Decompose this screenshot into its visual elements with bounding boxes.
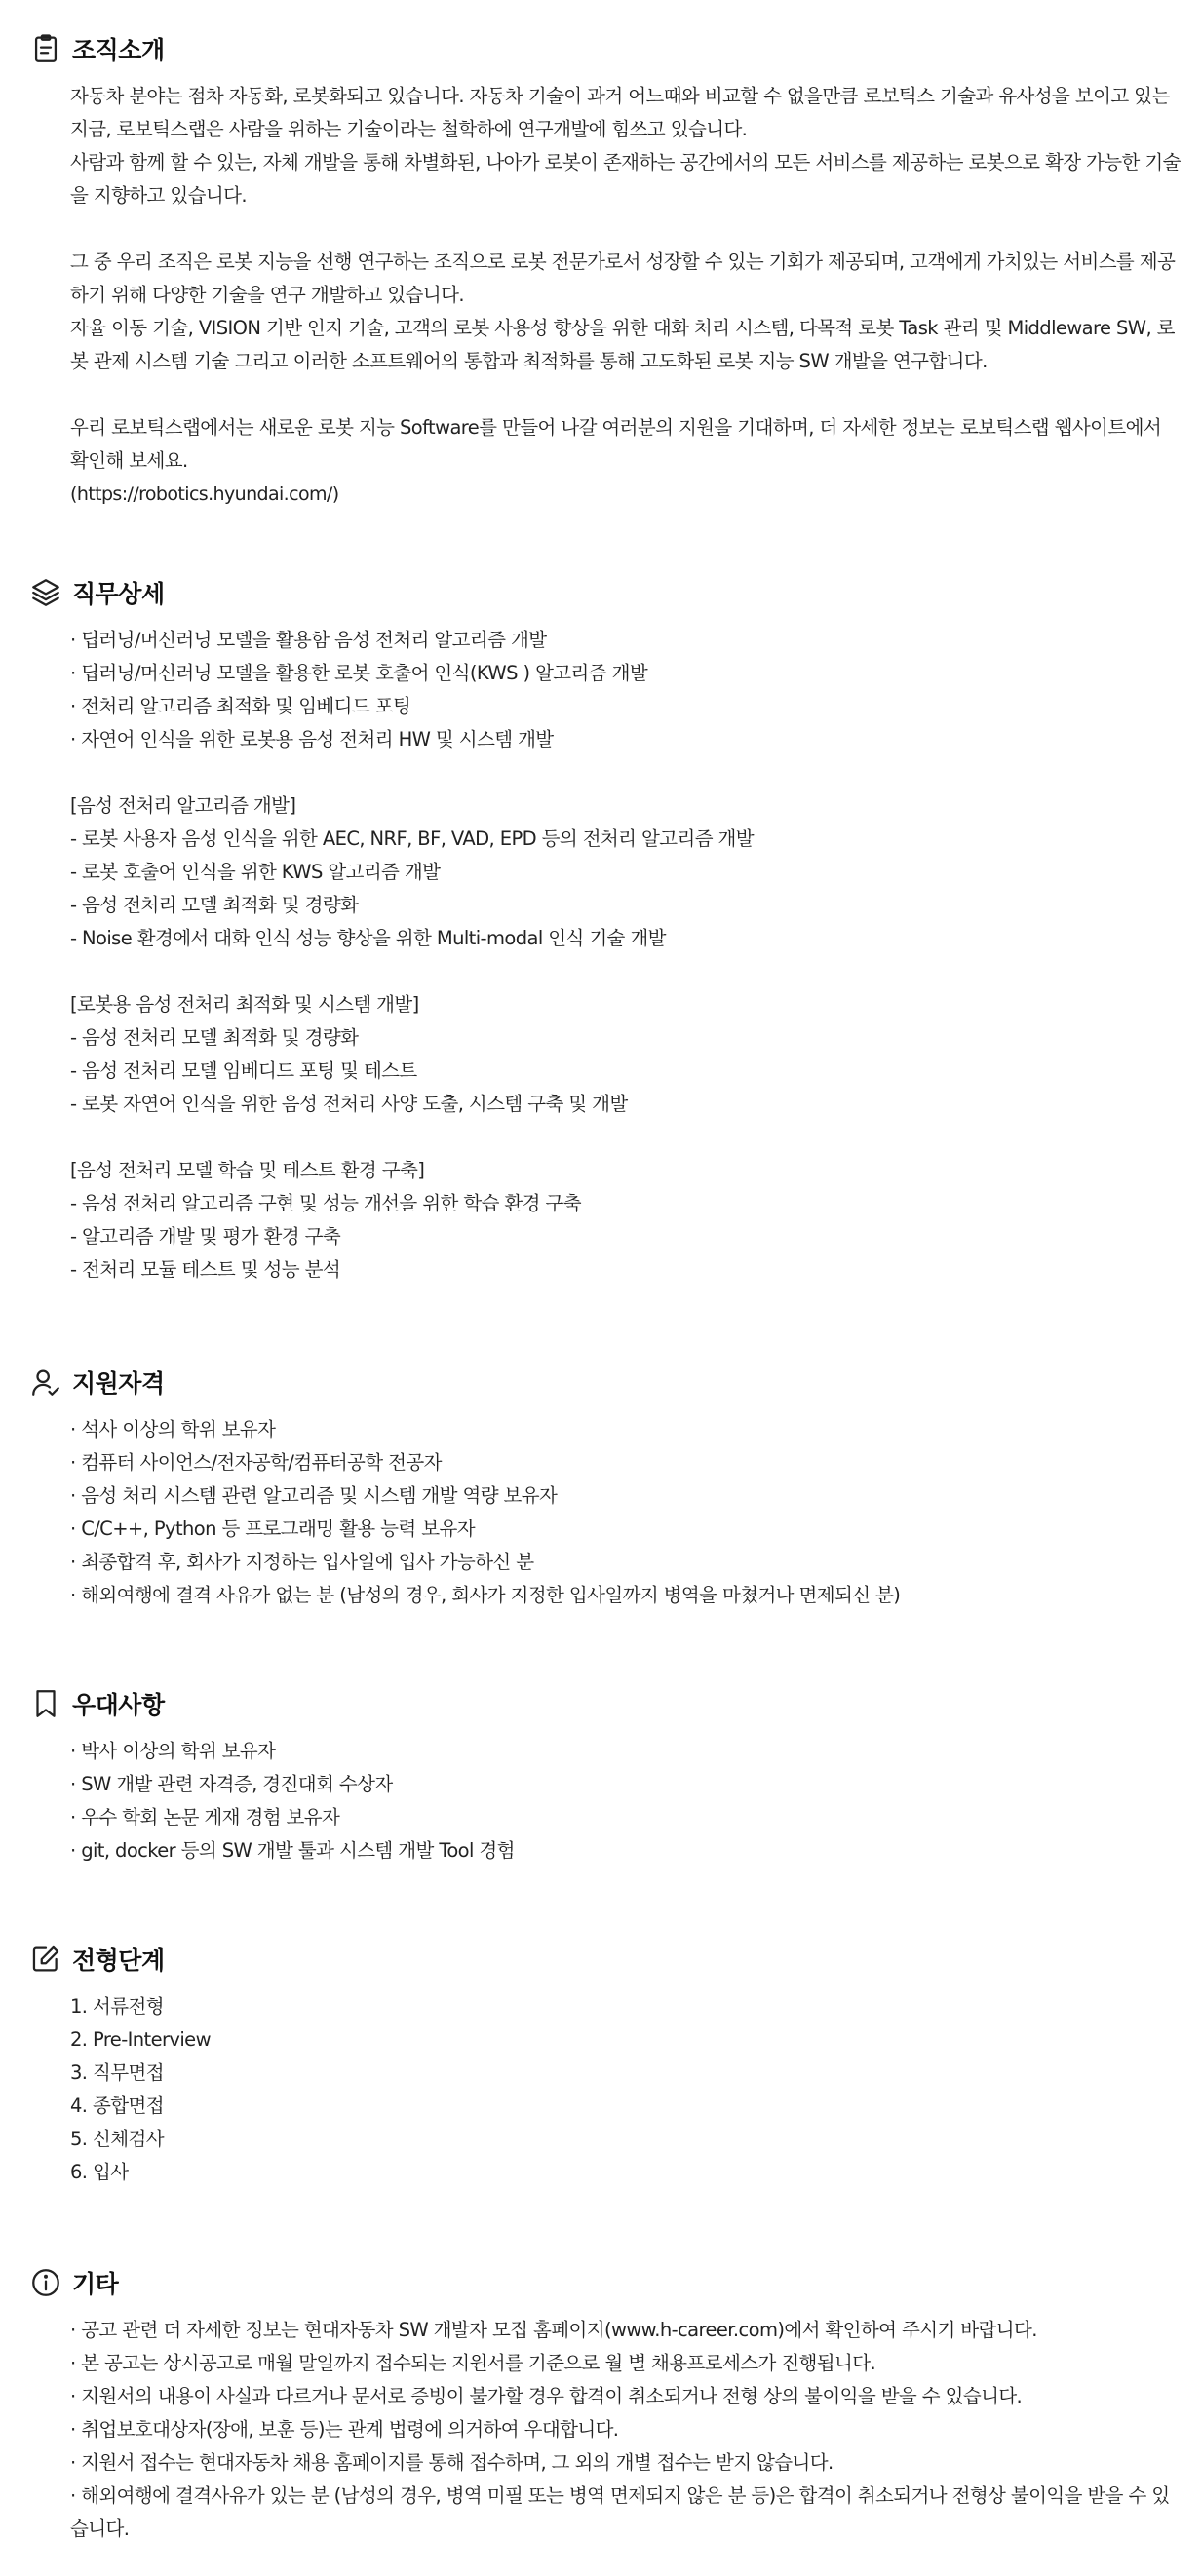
section-preferred bbox=[0, 1684, 1202, 1879]
list-item: · 해외여행에 결격사유가 있는 분 (남성의 경우, 병역 미필 또는 병역 면제되지 않은 분 등)은 합격이 취소되거나 전형상 불이익을 받을 수 있습니다. bbox=[70, 2484, 1170, 2540]
list-item: · 전처리 알고리즘 최적화 및 임베디드 포팅 bbox=[70, 695, 411, 717]
process-step: 4. 종합면접 bbox=[70, 2095, 164, 2117]
section-title: 직무상세 bbox=[72, 580, 165, 608]
section-header bbox=[29, 1684, 165, 1723]
group-heading: [음성 전처리 알고리즘 개발] bbox=[70, 794, 296, 817]
list-item: - 음성 전처리 모델 임베디드 포팅 및 테스트 bbox=[70, 1059, 417, 1082]
edit-icon bbox=[29, 1942, 62, 1976]
list-item: · 음성 처리 시스템 관련 알고리즘 및 시스템 개발 역량 보유자 bbox=[70, 1484, 558, 1507]
section-header bbox=[29, 29, 165, 68]
list-item: · 최종합격 후, 회사가 지정하는 입사일에 입사 가능하신 분 bbox=[70, 1551, 534, 1573]
section-body bbox=[70, 1413, 1182, 1612]
list-item: · 해외여행에 결격 사유가 없는 분 (남성의 경우, 회사가 지정한 입사일까지 병역을 마쳤거나 면제되신 분) bbox=[70, 1584, 901, 1606]
intro-paragraph: 그 중 우리 조직은 로봇 지능을 선행 연구하는 조직으로 로봇 전문가로서 성장할 수 있는 기회가 제공되며, 고객에게 가치있는 서비스를 제공하기 위해 다양한 기술을 연구 개발하고 있습니다. bbox=[70, 250, 1176, 306]
list-item: · 지원서의 내용이 사실과 다르거나 문서로 증빙이 불가할 경우 합격이 취소되거나 전형 상의 불이익을 받을 수 있습니다. bbox=[70, 2385, 1023, 2407]
list-item: - 알고리즘 개발 및 평가 환경 구축 bbox=[70, 1225, 341, 1248]
list-item: - 로봇 사용자 음성 인식을 위한 AEC, NRF, BF, VAD, EPD 등의 전처리 알고리즘 개발 bbox=[70, 827, 755, 850]
list-item: · 자연어 인식을 위한 로봇용 음성 전처리 HW 및 시스템 개발 bbox=[70, 728, 554, 750]
person-icon bbox=[29, 1365, 62, 1399]
process-step: 6. 입사 bbox=[70, 2161, 129, 2183]
section-qualifications bbox=[0, 1363, 1202, 1635]
list-item: - 로봇 호출어 인식을 위한 KWS 알고리즘 개발 bbox=[70, 861, 441, 883]
section-job-details bbox=[0, 573, 1202, 1294]
list-item: · 본 공고는 상시공고로 매월 말일까지 접수되는 지원서를 기준으로 월 별 채용프로세스가 진행됩니다. bbox=[70, 2352, 876, 2374]
list-item: · 컴퓨터 사이언스/전자공학/컴퓨터공학 전공자 bbox=[70, 1451, 442, 1474]
intro-paragraph: 우리 로보틱스랩에서는 새로운 로봇 지능 Software를 만들어 나갈 여러분의 지원을 기대하며, 더 자세한 정보는 로보틱스랩 웹사이트에서 확인해 보세요. bbox=[70, 416, 1162, 472]
list-item: · 취업보호대상자(장애, 보훈 등)는 관계 법령에 의거하여 우대합니다. bbox=[70, 2418, 619, 2441]
section-title: 조직소개 bbox=[72, 36, 165, 64]
bookmark-icon bbox=[29, 1687, 62, 1720]
section-title: 기타 bbox=[72, 2270, 119, 2298]
group-heading: [음성 전처리 모델 학습 및 테스트 환경 구축] bbox=[70, 1159, 425, 1181]
process-step: 3. 직무면접 bbox=[70, 2061, 164, 2084]
process-step: 1. 서류전형 bbox=[70, 1995, 164, 2018]
list-item: - 음성 전처리 모델 최적화 및 경량화 bbox=[70, 1026, 359, 1049]
intro-paragraph: 자동차 분야는 점차 자동화, 로봇화되고 있습니다. 자동차 기술이 과거 어느때와 비교할 수 없을만큼 로보틱스 기술과 유사성을 보이고 있는 지금, 로보틱스랩은 사람을 위하는 기술이라는 철학하에 연구개발에 힘쓰고 있습니다. bbox=[70, 85, 1170, 140]
intro-paragraph: 자율 이동 기술, VISION 기반 인지 기술, 고객의 로봇 사용성 향상을 위한 대화 처리 시스템, 다목적 로봇 Task 관리 및 Middleware SW, 로봇 관제 시스템 기술 그리고 이러한 소프트웨어의 통합과 최적화를 통해 고도화된 로봇 지능 SW 개발을 연구합니다. bbox=[70, 317, 1175, 372]
robotics-website-link[interactable]: (https://robotics.hyundai.com/) bbox=[70, 483, 339, 505]
list-item: · C/C++, Python 등 프로그래밍 활용 능력 보유자 bbox=[70, 1518, 475, 1540]
section-title: 우대사항 bbox=[72, 1691, 165, 1719]
list-item: · 우수 학회 논문 게재 경험 보유자 bbox=[70, 1806, 340, 1828]
section-header bbox=[29, 2263, 118, 2302]
section-body bbox=[70, 80, 1182, 511]
section-header bbox=[29, 1940, 165, 1979]
section-header bbox=[29, 573, 165, 612]
list-item: · 박사 이상의 학위 보유자 bbox=[70, 1740, 276, 1762]
list-item: · 딥러닝/머신러닝 모델을 활용한 로봇 호출어 인식(KWS ) 알고리즘 개발 bbox=[70, 662, 648, 684]
list-item: - 음성 전처리 알고리즘 구현 및 성능 개선을 위한 학습 환경 구축 bbox=[70, 1192, 581, 1214]
list-item: - 음성 전처리 모델 최적화 및 경량화 bbox=[70, 894, 359, 916]
process-step: 2. Pre-Interview bbox=[70, 2028, 211, 2051]
clipboard-icon bbox=[29, 32, 62, 65]
list-item: · 딥러닝/머신러닝 모델을 활용함 음성 전처리 알고리즘 개발 bbox=[70, 629, 547, 651]
section-organization-intro bbox=[0, 29, 1202, 517]
group-heading: [로봇용 음성 전처리 최적화 및 시스템 개발] bbox=[70, 993, 419, 1016]
layers-icon bbox=[29, 576, 62, 609]
section-body bbox=[70, 2314, 1182, 2546]
section-body bbox=[70, 1735, 1182, 1867]
section-title: 전형단계 bbox=[72, 1946, 165, 1975]
list-item: · git, docker 등의 SW 개발 툴과 시스템 개발 Tool 경험 bbox=[70, 1839, 515, 1862]
process-step: 5. 신체검사 bbox=[70, 2128, 164, 2150]
list-item: · SW 개발 관련 자격증, 경진대회 수상자 bbox=[70, 1773, 393, 1795]
section-body bbox=[70, 624, 1182, 1287]
section-body bbox=[70, 1990, 1182, 2189]
list-item: - 로봇 자연어 인식을 위한 음성 전처리 사양 도출, 시스템 구축 및 개발 bbox=[70, 1093, 628, 1115]
list-item: - 전처리 모듈 테스트 및 성능 분석 bbox=[70, 1258, 341, 1281]
info-icon bbox=[29, 2266, 62, 2299]
list-item: · 공고 관련 더 자세한 정보는 현대자동차 SW 개발자 모집 홈페이지(www.h-career.com)에서 확인하여 주시기 바랍니다. bbox=[70, 2319, 1037, 2341]
list-item: · 지원서 접수는 현대자동차 채용 홈페이지를 통해 접수하며, 그 외의 개별 접수는 받지 않습니다. bbox=[70, 2451, 834, 2474]
section-hiring-process bbox=[0, 1940, 1202, 2203]
list-item: · 석사 이상의 학위 보유자 bbox=[70, 1418, 276, 1441]
intro-paragraph: 사람과 함께 할 수 있는, 자체 개발을 통해 차별화된, 나아가 로봇이 존재하는 공간에서의 모든 서비스를 제공하는 로봇으로 확장 가능한 기술을 지향하고 있습니다. bbox=[70, 151, 1181, 207]
list-item: - Noise 환경에서 대화 인식 성능 향상을 위한 Multi-modal 인식 기술 개발 bbox=[70, 927, 666, 949]
section-header bbox=[29, 1363, 165, 1402]
section-etc bbox=[0, 2263, 1202, 2565]
section-title: 지원자격 bbox=[72, 1369, 165, 1398]
